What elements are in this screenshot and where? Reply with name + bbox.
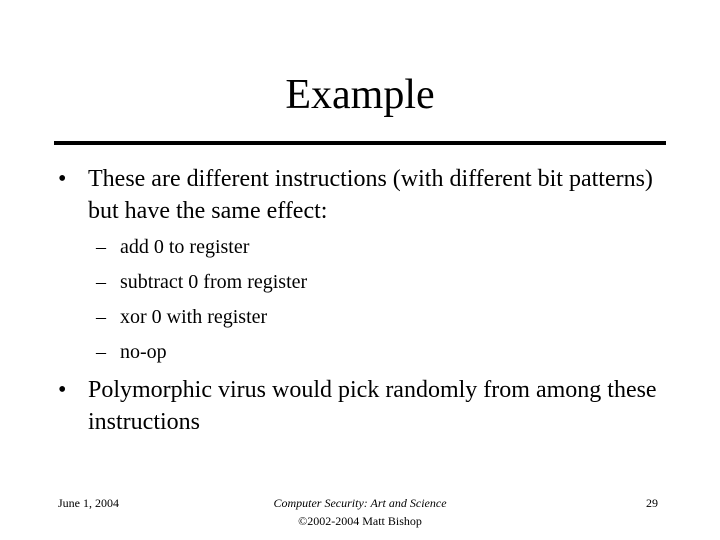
sub-bullet-text: no-op [120,341,167,363]
dash-marker: – [96,271,106,293]
bullet-text: These are different instructions (with different bit patterns) but have the same effect: [88,166,653,224]
sub-bullet-item [96,232,496,267]
sub-bullet-text: subtract 0 from register [120,271,308,293]
sub-bullet-text: add 0 to register [120,236,250,258]
footer-credits [200,494,520,530]
bullet-marker: • [58,377,67,403]
dash-marker: – [96,236,106,258]
sub-bullet-item [96,267,496,302]
footer-date: June 1, 2004 [58,496,119,510]
sub-bullet-list [96,232,496,372]
dash-marker: – [96,341,106,363]
sub-bullet-item [96,337,496,372]
slide-title: Example [285,72,435,118]
footer-book-title: Computer Security: Art and Science [273,496,447,510]
title-divider [54,141,666,145]
footer-copyright: ©2002-2004 Matt Bishop [298,514,422,528]
sub-bullet-item [96,302,496,337]
bullet-item [58,163,668,227]
bullet-marker: • [58,166,67,192]
footer-page-number: 29 [646,496,658,510]
bullet-item [58,374,668,438]
sub-bullet-text: xor 0 with register [120,306,268,328]
bullet-text: Polymorphic virus would pick randomly from among these instructions [88,377,657,435]
dash-marker: – [96,306,106,328]
